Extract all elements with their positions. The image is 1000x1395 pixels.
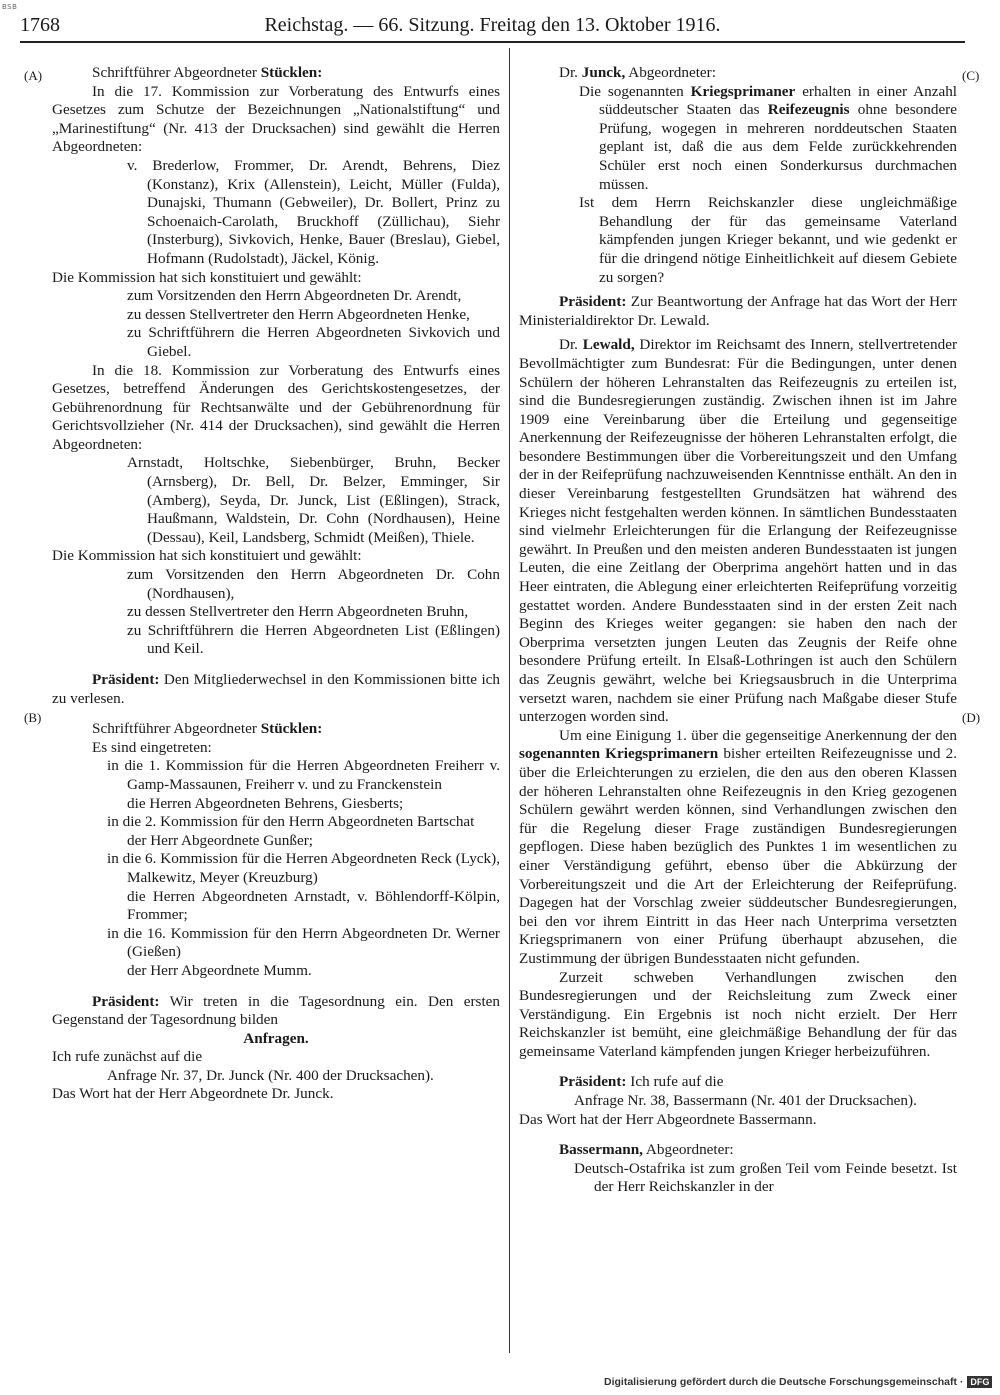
speech-paragraph: Zurzeit schweben Verhandlungen zwischen den Bundesregierungen und der Reichsleitung zum Zweck einer Verständigung. Ein Ergebnis ist noch nicht erzielt. Der Herr Reichskanzler ist bemüht, eine gleichmäßige Behandlung der für das gemeinsame Vaterland kämpfenden jungen Krieger herbeizuführen. bbox=[519, 968, 957, 1060]
speaker-name: Stücklen: bbox=[260, 720, 323, 738]
speaker-line bbox=[52, 671, 500, 708]
list-item: in die 6. Kommission für die Herren Abgeordneten Reck (Lyck), Malkewitz, Meyer (Kreuzburg) bbox=[107, 850, 500, 886]
header-rule bbox=[20, 41, 965, 43]
speaker-line bbox=[52, 720, 500, 739]
list-item: der Herr Abgeordnete Mumm. bbox=[127, 961, 312, 979]
speaker-name: Stücklen: bbox=[260, 64, 323, 81]
emphasis: Reifezeugnis bbox=[767, 101, 850, 119]
speaker-line bbox=[519, 64, 957, 83]
text-run: erhalten in einer Anzahl süddeutscher Staaten das bbox=[599, 82, 957, 119]
speaker-role: Abgeordneter: bbox=[642, 1141, 734, 1159]
list-item: zu Schriftführern die Herren Abgeordneten Sivkovich und Giebel. bbox=[127, 324, 500, 360]
speech-text: Direktor im Reichsamt des Innern, stellvertretender Bevollmächtigter zum Bundesrat: Für die Bedingungen, unter denen Schülern der höheren Lehranstalten das Reifezeugnis zu erteilen ist, sind die Bundesregierungen zuständig. Zwischen ihnen ist im Jahre 1909 eine Vereinbarung über die Erteilung und gegenseitige Anerkennung der Reifezeugnisse der höheren Lehranstalten erfolgt, die besondere Bestimmungen über die Vorbereitungszeit und den Umfang der in der Reifeprüfung nachzuweisenden Kenntnisse enthält. An den in dieser Vereinbarung festgestellten Grundsätzen hat während des Krieges nicht festgehalten werden können. In sämtlichen Bundesstaaten sind vielmehr Erleichterungen für die Erlangung der Reifezeugnisse gewährt. In Preußen und den meisten anderen Bundesstaaten ist jungen Leuten, die eine Zeitlang der Oberprima angehört hatten und in das Heer eintraten, die Ablegung einer erleichterten Reifeprüfung vorzeitig gestattet worden. Andere Bundesstaaten sind in der ersten Zeit nach Beginn des Krieges weiter gegangen: sie haben den nach der Oberprima versetzten jungen Leuten das Zeugnis der Reife ohne besondere Prüfung erteilt. In Elsaß-Lothringen ist auch den Schülern das Zeugnis gewährt, welche bei Kriegsausbruch in die Unterprima versetzt waren, nachdem sie einer Prüfung nach Maßgabe dieser Stufe unterzogen worden sind. bbox=[519, 336, 957, 726]
list-item: in die 16. Kommission für den Herrn Abgeordneten Dr. Werner (Gießen) bbox=[107, 924, 500, 961]
margin-letter-a: (A) bbox=[24, 68, 43, 83]
page-header bbox=[20, 14, 965, 38]
speech-text: Zur Beantwortung der Anfrage hat das Wort der Herr Ministerialdirektor Dr. Lewald. bbox=[519, 293, 957, 329]
footer-credit bbox=[604, 1376, 992, 1388]
speaker-name: Präsident: bbox=[92, 671, 160, 688]
inquiry-text: Deutsch-Ostafrika ist zum großen Teil vom Feinde besetzt. Ist der Herr Reichskanzler in der bbox=[574, 1159, 957, 1196]
speaker-title: Dr. bbox=[559, 336, 583, 354]
speech-text: Den Mitgliederwechsel in den Kommissionen bitte ich zu verlesen. bbox=[52, 671, 500, 707]
list-item: die Herren Abgeordneten Arnstadt, v. Böhlendorff-Kölpin, Frommer; bbox=[127, 887, 500, 924]
page-number: 1768 bbox=[20, 14, 60, 36]
paragraph: In die 17. Kommission zur Vorberatung des Entwurfs eines Gesetzes zum Schutze der Bezeichnungen „Nationalstiftung“ und „Marinestiftung“ (Nr. 413 der Drucksachen) sind gewählt die Herren Abgeordneten: bbox=[52, 82, 500, 156]
paragraph: Ich rufe zunächst auf die bbox=[52, 1048, 203, 1066]
speech-paragraph bbox=[519, 336, 957, 726]
speech-paragraph bbox=[519, 727, 957, 969]
inquiry-reference: Anfrage Nr. 37, Dr. Junck (Nr. 400 der Drucksachen). bbox=[107, 1066, 434, 1084]
text-run: ohne besondere Prüfung, wogegen in mehreren norddeutschen Staaten geplant ist, daß die aus dem Felde zurückkehrenden Schüler erst noch einen Sonderkursus durchmachen müssen. bbox=[599, 101, 957, 193]
margin-letter-b: (B) bbox=[24, 710, 42, 725]
footer-text: Digitalisierung gefördert durch die Deutsche Forschungsgemeinschaft · bbox=[604, 1376, 964, 1388]
paragraph: In die 18. Kommission zur Vorberatung des Entwurfs eines Gesetzes, betreffend Änderungen des Gerichtskostengesetzes, der Gebührenordnung für Rechtsanwälte und der Gebührenordnung für Gerichtsvollzieher (Nr. 414 der Drucksachen), sind gewählt die Herren Abgeordneten: bbox=[52, 361, 500, 453]
speaker-line bbox=[52, 993, 500, 1030]
library-mark: BSB bbox=[2, 3, 18, 11]
list-item: zum Vorsitzenden den Herrn Abgeordneten Dr. Arendt, bbox=[127, 287, 462, 305]
list-item: die Herren Abgeordneten Behrens, Giesberts; bbox=[127, 794, 404, 812]
text-run: bisher erteilten Reifezeugnisse und 2. über die Erleichterungen zu erzielen, die den aus den oberen Klassen der höheren Lehranstalten ohne Reifezeugnis in den Krieg gezogenen Schülern gewährt werden können, sind Verhandlungen zwischen den für die Regelung dieser Frage zuständigen Bundesregierungen gepflogen. Diese haben bezüglich des Punktes 1 im wesentlichen zu einer Verständigung geführt, ebenso über die Abkürzung der Vorbereitungszeit und die Art der Erleichterung der Reifeprüfung. Dagegen hat der Vorschlag zweier süddeutscher Bundesregierungen, bei den vor ihrem Eintritt in das Heer nach Unterprima versetzten Kriegsprimanern von einer Prüfung überhaupt abzusehen, die Zustimmung der übrigen Bundesstaaten nicht gefunden. bbox=[519, 745, 957, 967]
inquiry-text: Ist dem Herrn Reichskanzler diese ungleichmäßige Behandlung der für das gemeinsame Vaterland kämpfenden jungen Krieger bekannt, und wie gedenkt er für die dringend nötige Einheitlichkeit auf diesem Gebiete zu sorgen? bbox=[579, 194, 957, 286]
page-title: Reichstag. — 66. Sitzung. Freitag den 13. Oktober 1916. bbox=[264, 14, 721, 36]
member-list: Arnstadt, Holtschke, Siebenbürger, Bruhn, Becker (Arnsberg), Dr. Bell, Dr. Belzer, Emminger, Sir (Amberg), Seyda, Dr. Junck, List (Eßlingen), Strack, Haußmann, Waldstein, Dr. Cohn (Nordhausen), Heine (Dessau), Keil, Landsberg, Schmidt (Meißen), Thiele. bbox=[127, 454, 500, 546]
margin-letter-c: (C) bbox=[962, 68, 980, 83]
column-divider bbox=[509, 48, 510, 1353]
speaker-title: Dr. bbox=[559, 64, 582, 81]
paragraph: Die Kommission hat sich konstituiert und gewählt: bbox=[52, 268, 362, 286]
list-item: zum Vorsitzenden den Herrn Abgeordneten Dr. Cohn (Nordhausen), bbox=[127, 566, 500, 602]
speaker-name: Präsident: bbox=[559, 293, 627, 311]
speaker-name: Bassermann, bbox=[559, 1141, 643, 1159]
speaker-name: Präsident: bbox=[92, 992, 160, 1010]
section-heading: Anfragen. bbox=[243, 1029, 309, 1047]
speaker-line bbox=[52, 64, 500, 83]
speech-text: Ich rufe auf die bbox=[626, 1073, 724, 1091]
right-column bbox=[519, 64, 957, 1354]
speaker-line bbox=[519, 1073, 957, 1092]
text-run: Die sogenannten bbox=[579, 82, 691, 100]
paragraph: Es sind eingetreten: bbox=[92, 738, 212, 756]
speaker-name: Präsident: bbox=[559, 1073, 627, 1091]
margin-letter-d: (D) bbox=[962, 710, 981, 725]
paragraph: Die Kommission hat sich konstituiert und gewählt: bbox=[52, 547, 362, 565]
list-item: zu dessen Stellvertreter den Herrn Abgeordneten Bruhn, bbox=[127, 603, 469, 621]
speaker-name: Lewald, bbox=[582, 336, 635, 354]
inquiry-text bbox=[519, 83, 957, 195]
speaker-role: Schriftführer Abgeordneter bbox=[92, 720, 261, 738]
speaker-line bbox=[519, 1141, 957, 1160]
list-item: zu Schriftführern die Herren Abgeordneten List (Eßlingen) und Keil. bbox=[127, 621, 500, 658]
left-column bbox=[52, 64, 500, 1354]
inquiry-reference: Anfrage Nr. 38, Bassermann (Nr. 401 der Drucksachen). bbox=[574, 1092, 917, 1110]
emphasis: Kriegsprimaner bbox=[690, 82, 796, 100]
list-item: der Herr Abgeordnete Gunßer; bbox=[127, 831, 313, 849]
speaker-name: Junck, bbox=[581, 64, 626, 81]
speaker-role: Abgeordneter: bbox=[625, 64, 716, 81]
speaker-line bbox=[519, 293, 957, 330]
speaker-role: Schriftführer Abgeordneter bbox=[92, 64, 261, 81]
emphasis: sogenannten Kriegsprimanern bbox=[519, 745, 719, 763]
speech-text: Wir treten in die Tagesordnung ein. Den ersten Gegenstand der Tagesordnung bilden bbox=[52, 992, 500, 1029]
list-item: in die 1. Kommission für die Herren Abgeordneten Freiherr v. Gamp-Massaunen, Freiherr v. und zu Franckenstein bbox=[107, 757, 500, 793]
member-list: v. Brederlow, Frommer, Dr. Arendt, Behrens, Diez (Konstanz), Krix (Allenstein), Leicht, Müller (Fulda), Dunajski, Thumann (Gebweiler), Dr. Bollert, Prinz zu Schoenaich-Carolath, Bruckhoff (Züllichau), Siehr (Insterburg), Sivkovich, Henke, Bauer (Breslau), Giebel, Hofmann (Rudolstadt), Jäckel, König. bbox=[127, 156, 500, 267]
dfg-logo: DFG bbox=[967, 1376, 992, 1388]
paragraph: Das Wort hat der Herr Abgeordnete Dr. Junck. bbox=[52, 1085, 334, 1103]
paragraph: Das Wort hat der Herr Abgeordnete Bassermann. bbox=[519, 1110, 817, 1128]
text-run: Um eine Einigung 1. über die gegenseitige Anerkennung der den bbox=[559, 726, 957, 744]
list-item: zu dessen Stellvertreter den Herrn Abgeordneten Henke, bbox=[127, 305, 470, 323]
list-item: in die 2. Kommission für den Herrn Abgeordneten Bartschat bbox=[107, 813, 475, 831]
